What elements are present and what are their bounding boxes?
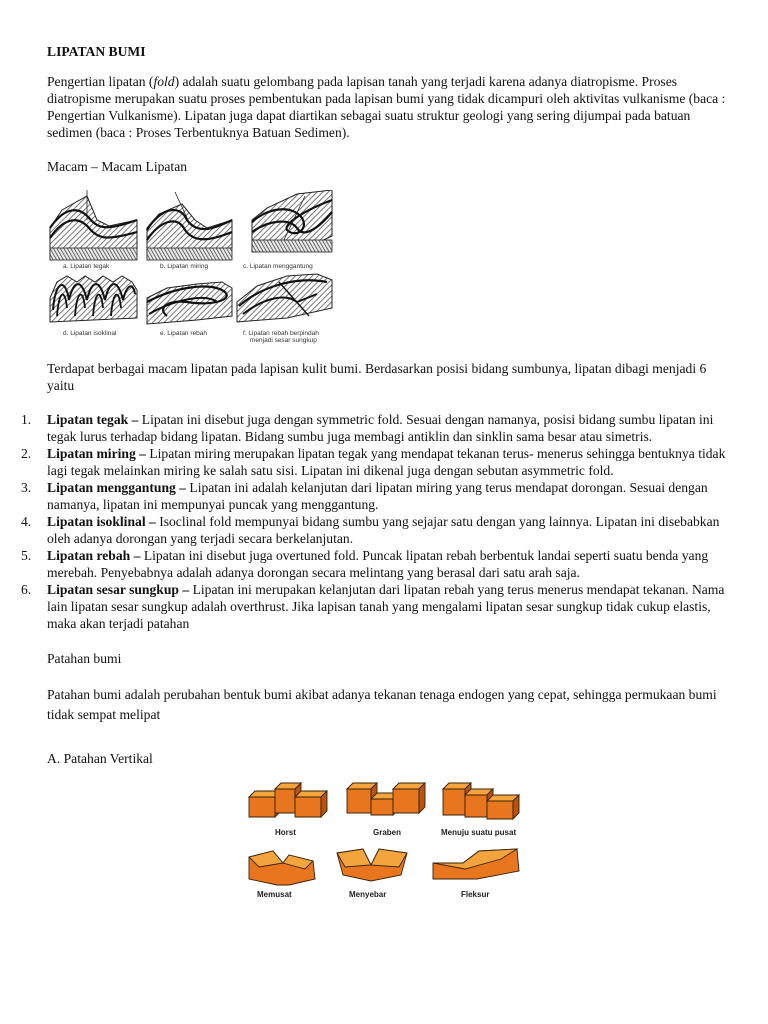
convergent-fault-diagram: [249, 851, 315, 885]
list-number: 6.: [21, 582, 32, 597]
intro-text-start: Pengertian lipatan (: [47, 74, 154, 89]
fault-label: Graben: [373, 828, 402, 837]
fault-block-front: [371, 799, 393, 815]
fold-caption-b: b. Lipatan miring: [160, 263, 209, 270]
list-number: 3.: [21, 480, 32, 495]
document-page: [21, 43, 727, 899]
list-number: 1.: [21, 412, 32, 427]
fault-label: Menuju suatu pusat: [441, 828, 517, 837]
fold-caption-f-line2: menjadi sesar sungkup: [250, 337, 317, 344]
fault-block-front: [443, 789, 465, 815]
fault-block-front: [487, 801, 513, 819]
step-fault-diagram: [443, 783, 519, 819]
fold-type-description: Isoclinal fold mempunyai bidang sumbu yang sejajar satu dengan yang lainnya. Lipatan ini disebabkan oleh adanya dorongan yang terjadi secara berkelanjutan.: [47, 514, 720, 546]
list-number: 5.: [21, 548, 32, 563]
fold-overthrust-diagram: [237, 274, 332, 322]
fold-type-name: Lipatan sesar sungkup –: [47, 582, 190, 597]
fold-type-description: Lipatan miring merupakan lipatan tegak yang mendapat tekanan terus- menerus sehingga bentuknya tidak lagi tegak melainkan miring ke salah satu sisi. Lipatan ini dikenal juga dengan sebutan asymmetric fold.: [47, 446, 726, 478]
fold-type-item: [21, 411, 727, 445]
fold-isoclinal-diagram: [50, 276, 137, 322]
fold-inclined-diagram: [147, 192, 232, 260]
list-number: 4.: [21, 514, 32, 529]
fold-recumbent-diagram: [147, 282, 232, 324]
intro-paragraph: [47, 73, 727, 141]
fold-type-item: [21, 513, 727, 547]
list-number: 2.: [21, 446, 32, 461]
fold-type-item: [21, 547, 727, 581]
fold-overhanging-diagram: [252, 190, 332, 252]
fold-type-name: Lipatan miring –: [47, 446, 146, 461]
fold-caption-c: c. Lipatan menggantung: [243, 263, 313, 270]
intro-fold-term: fold: [153, 74, 175, 89]
patahan-vertikal-heading: A. Patahan Vertikal: [47, 751, 153, 766]
fold-types-figure: [47, 190, 337, 352]
fault-block-front: [465, 795, 487, 817]
fold-type-description: Lipatan ini merupakan kelanjutan dari lipatan rebah yang terus menerus mendapat tekanan. Nama lain lipatan sesar sungkup adalah overthrust. Jika lapisan tanah yang mengalami lipatan sesar sungkup tidak cukup elastis, maka akan terjadi patahan: [47, 582, 725, 631]
fold-type-item: [21, 479, 727, 513]
divergent-fault-diagram: [337, 849, 407, 881]
fold-type-name: Lipatan isoklinal –: [47, 514, 156, 529]
fold-type-item: [21, 581, 727, 632]
fold-type-description: Lipatan ini adalah kelanjutan dari lipatan miring yang terus mendapat dorongan. Sesuai dengan namanya, lipatan ini mempunyai puncak yang menggantung.: [47, 480, 708, 512]
fold-caption-f-line1: f. Lipatan rebah berpindah: [243, 330, 319, 337]
fold-caption-e: e. Lipatan rebah: [160, 330, 207, 337]
fault-label: Fleksur: [461, 890, 490, 899]
fold-types-list: [21, 411, 727, 632]
fault-block-front: [249, 797, 275, 817]
fold-caption-d: d. Lipatan isoklinal: [63, 330, 117, 337]
fault-block-front: [295, 797, 321, 817]
fold-type-description: Lipatan ini disebut juga dengan symmetric fold. Sesuai dengan namanya, posisi bidang sumbu lipatan ini tegak lurus terhadap bidang lipatan. Bidang sumbu juga membagi antiklin dan sinklin sama besar atau simetris.: [47, 412, 714, 444]
fold-caption-a: a. Lipatan tegak: [63, 263, 110, 270]
patahan-heading: Patahan bumi: [47, 651, 122, 666]
fault-label: Menyebar: [349, 890, 387, 899]
vertical-fault-figure: [247, 779, 529, 899]
classification-paragraph: Terdapat berbagai macam lipatan pada lapisan kulit bumi. Berdasarkan posisi bidang sumbunya, lipatan dibagi menjadi 6 yaitu: [47, 361, 707, 393]
fold-type-name: Lipatan menggantung –: [47, 480, 186, 495]
fold-type-name: Lipatan rebah –: [47, 548, 141, 563]
graben-diagram: [347, 783, 425, 815]
intro-text-end: ) adalah suatu gelombang pada lapisan tanah yang terjadi karena adanya diatropisme. Proses diatropisme merupakan suatu proses pembentukan pada lapisan bumi yang tidak dicampuri oleh aktivitas vulkanisme (baca : Pengertian Vulkanisme). Lipatan juga dapat diartikan sebagai suatu struktur geologi yang sering dijumpai pada batuan sedimen (baca : Proses Terbentuknya Batuan Sedimen).: [47, 74, 726, 140]
fold-type-name: Lipatan tegak –: [47, 412, 139, 427]
fault-label: Memusat: [257, 890, 292, 899]
macam-heading: Macam – Macam Lipatan: [47, 159, 188, 174]
document-title: LIPATAN BUMI: [47, 44, 146, 59]
fold-type-item: [21, 445, 727, 479]
fold-upright-diagram: [50, 190, 137, 260]
fault-block-front: [393, 789, 419, 813]
fault-block-front: [275, 789, 295, 813]
fault-block-side: [419, 783, 425, 813]
fault-block-front: [347, 789, 371, 813]
flexure-diagram: [433, 849, 519, 879]
fold-type-description: Lipatan ini disebut juga overtuned fold. Puncak lipatan rebah berbentuk landai seperti suatu benda yang merebah. Penyebabnya adalah adanya dorongan secara melintang yang berasal dari satu arah saja.: [47, 548, 709, 580]
fault-label: Horst: [275, 828, 296, 837]
horst-diagram: [249, 783, 327, 817]
patahan-definition: Patahan bumi adalah perubahan bentuk bumi akibat adanya tekanan tenaga endogen yang cepat, sehingga permukaan bumi tidak sempat melipat: [47, 687, 717, 722]
